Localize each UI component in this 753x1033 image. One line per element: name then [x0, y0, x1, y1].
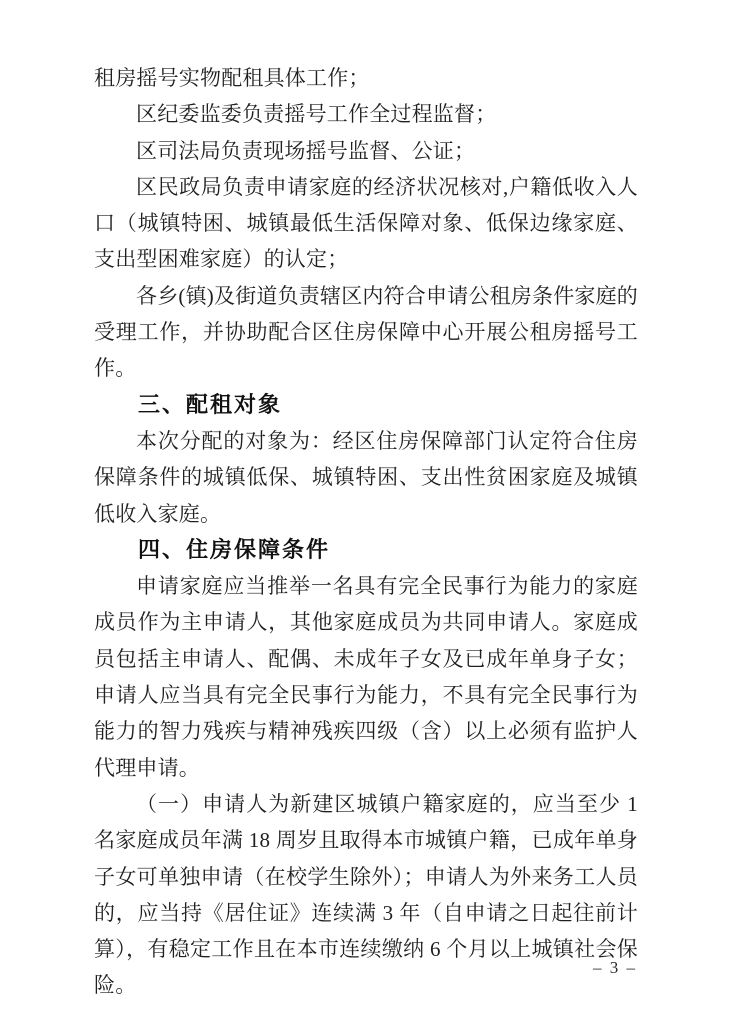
paragraph: 申请家庭应当推举一名具有完全民事行为能力的家庭成员作为主申请人，其他家庭成员为共同申请人。家庭成员包括主申请人、配偶、未成年子女及已成年单身子女；申请人应当具有完全民事行为能力，不具有完全民事行为能力的智力残疾与精神残疾四级（含）以上必须有监护人代理申请。 — [94, 574, 638, 780]
paragraph: 本次分配的对象为：经区住房保障部门认定符合住房保障条件的城镇低保、城镇特困、支出性贫困家庭及城镇低收入家庭。 — [94, 428, 638, 526]
section-heading-allocation-targets: 三、配租对象 — [138, 391, 283, 417]
section-heading-housing-conditions: 四、住房保障条件 — [138, 536, 331, 562]
page-number: – 3 – — [593, 958, 637, 977]
paragraph: （一）申请人为新建区城镇户籍家庭的，应当至少 1名家庭成员年满 18 周岁且取得本市城镇户籍，已成年单身子女可单独申请（在校学生除外）；申请人为外来务工人员的，应当持《居住证》连续满 3 年（自申请之日起往前计算），有稳定工作且在本市连续缴纳 6 个月以上城镇社会保险。 — [94, 791, 638, 998]
paragraph: 区司法局负责现场摇号监督、公证； — [136, 138, 476, 163]
paragraph: 区民政局负责申请家庭的经济状况核对,户籍低收入人口（城镇特困、城镇最低生活保障对象、低保边缘家庭、支出型困难家庭）的认定； — [94, 174, 638, 272]
paragraph: 租房摇号实物配租具体工作； — [94, 66, 370, 90]
paragraph: 各乡(镇)及街道负责辖区内符合申请公租房条件家庭的受理工作，并协助配合区住房保障中心开展公租房摇号工作。 — [94, 283, 638, 381]
document-body — [94, 60, 638, 1004]
paragraph: 区纪委监委负责摇号工作全过程监督； — [136, 102, 497, 127]
